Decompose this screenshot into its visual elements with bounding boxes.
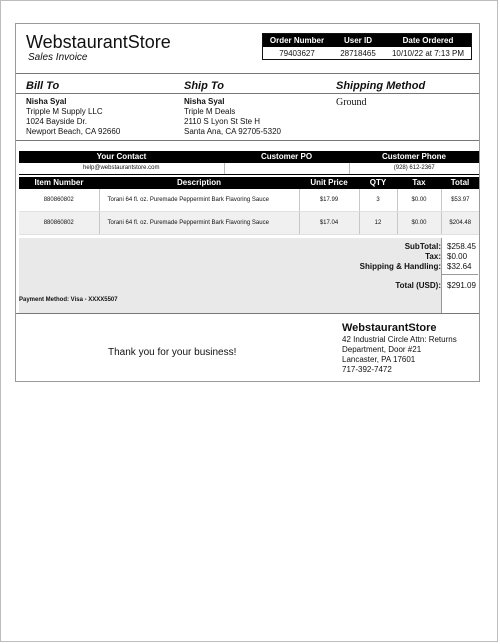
customer-po-header: Customer PO	[224, 151, 349, 163]
bill-to-city: Newport Beach, CA 92660	[26, 127, 121, 136]
ship-to-company: Triple M Deals	[184, 107, 236, 116]
grand-total-value: $291.09	[447, 281, 476, 290]
item-unit-price: $17.04	[299, 212, 359, 235]
ship-to-city: Santa Ana, CA 92705-5320	[184, 127, 281, 136]
customer-po-value	[224, 163, 349, 175]
brand-name: WebstaurantStore	[26, 32, 171, 52]
unit-price-header: Unit Price	[299, 177, 359, 189]
totals-values	[441, 238, 479, 313]
order-number-label: Order Number	[269, 36, 325, 45]
footer-phone: 717-392-7472	[342, 365, 392, 374]
shipping-method-value: Ground	[336, 97, 367, 108]
bill-to-title: Bill To	[26, 80, 60, 92]
item-total: $204.48	[441, 212, 479, 235]
shipping-method-title: Shipping Method	[336, 80, 426, 92]
your-contact-header: Your Contact	[19, 151, 224, 163]
subtotal-value: $258.45	[447, 242, 476, 251]
items-header-row	[19, 177, 479, 189]
invoice	[15, 23, 480, 382]
table-row	[19, 189, 479, 212]
order-info-header	[263, 34, 471, 47]
tax-header: Tax	[397, 177, 441, 189]
shipping-handling-value: $32.64	[447, 262, 472, 271]
total-header: Total	[441, 177, 479, 189]
date-ordered-value: 10/10/22 at 7:13 PM	[391, 49, 465, 58]
divider	[16, 73, 479, 74]
date-ordered-label: Date Ordered	[402, 36, 454, 45]
your-contact-value: help@webstaurantstore.com	[19, 163, 224, 175]
order-info-box	[262, 33, 472, 60]
bill-to-name: Nisha Syal	[26, 97, 67, 106]
return-address	[342, 321, 457, 375]
qty-header: QTY	[359, 177, 397, 189]
item-description: Torani 64 fl. oz. Puremade Peppermint Bark Flavoring Sauce	[99, 212, 299, 235]
ship-to-street: 2110 S Lyon St Ste H	[184, 117, 261, 126]
table-row	[19, 212, 479, 235]
totals-divider	[442, 274, 478, 275]
user-id-value: 28718465	[340, 49, 376, 58]
divider	[16, 140, 479, 141]
order-info-values	[263, 47, 471, 60]
contact-table	[19, 151, 479, 175]
description-header: Description	[99, 177, 299, 189]
items-table	[19, 177, 479, 235]
tax-total-label: Tax:	[425, 252, 441, 261]
totals-section	[19, 238, 479, 313]
item-total: $53.97	[441, 189, 479, 212]
ship-to-address	[184, 97, 281, 137]
customer-phone-value: (928) 612-2367	[349, 163, 479, 175]
item-number: 880860802	[19, 212, 99, 235]
item-qty: 12	[359, 212, 397, 235]
subtotal-label: SubTotal:	[404, 242, 441, 251]
item-tax: $0.00	[397, 212, 441, 235]
item-number: 880860802	[19, 189, 99, 212]
item-unit-price: $17.99	[299, 189, 359, 212]
item-tax: $0.00	[397, 189, 441, 212]
divider	[16, 93, 479, 94]
document-type: Sales Invoice	[28, 52, 88, 63]
grand-total-label: Total (USD):	[395, 281, 441, 290]
customer-phone-header: Customer Phone	[349, 151, 479, 163]
tax-total-value: $0.00	[447, 252, 468, 261]
ship-to-name: Nisha Syal	[184, 97, 225, 106]
divider	[16, 313, 479, 314]
bill-to-street: 1024 Bayside Dr.	[26, 117, 87, 126]
item-qty: 3	[359, 189, 397, 212]
shipping-handling-label: Shipping & Handling:	[359, 262, 441, 271]
bill-to-address	[26, 97, 120, 137]
order-number-value: 79403627	[279, 49, 315, 58]
footer-company: WebstaurantStore	[342, 322, 437, 334]
item-description: Torani 64 fl. oz. Puremade Peppermint Bark Flavoring Sauce	[99, 189, 299, 212]
ship-to-title: Ship To	[184, 80, 224, 92]
thank-you-message: Thank you for your business!	[108, 347, 237, 358]
item-number-header: Item Number	[19, 177, 99, 189]
footer-line: 42 Industrial Circle Attn: Returns	[342, 335, 457, 344]
footer-line: Department, Door #21	[342, 345, 422, 354]
footer-line: Lancaster, PA 17601	[342, 355, 416, 364]
bill-to-company: Tripple M Supply LLC	[26, 107, 103, 116]
user-id-label: User ID	[343, 36, 372, 45]
payment-method: Payment Method: Visa - XXXX5507	[19, 297, 118, 303]
